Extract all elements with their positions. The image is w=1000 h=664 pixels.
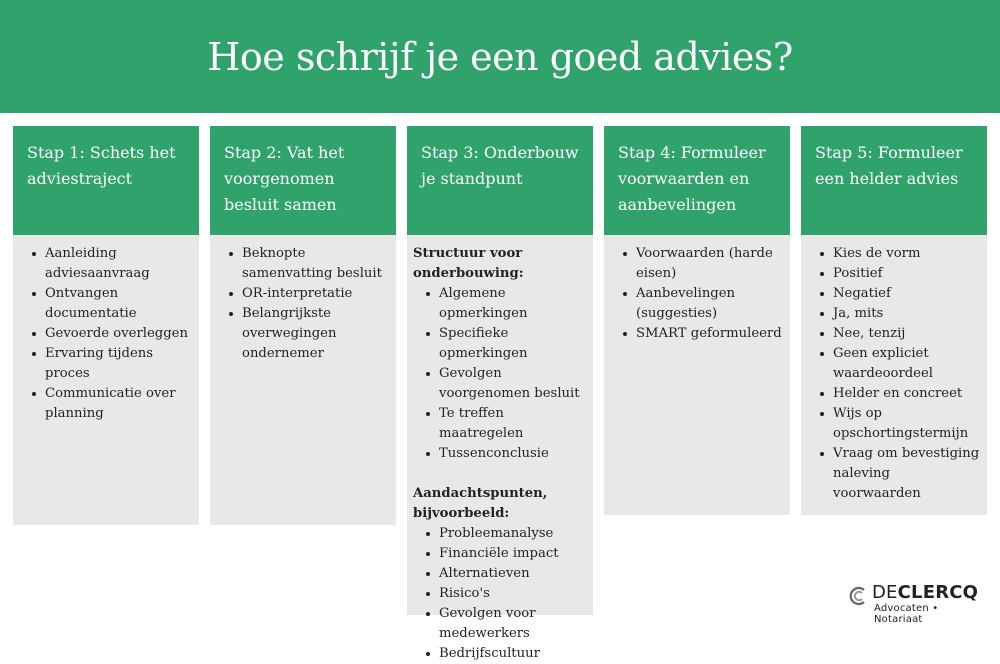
list-item: Ervaring tijdens proces: [45, 344, 193, 384]
list-item: Alternatieven: [439, 564, 587, 584]
list-item: Financiële impact: [439, 544, 587, 564]
step-5-heading: Stap 5: Formuleer een helder advies: [801, 126, 987, 235]
step-3-column: [407, 126, 593, 661]
step-1-body: [13, 235, 199, 525]
list-item: Ja, mits: [833, 304, 981, 324]
list-item: Probleemanalyse: [439, 524, 587, 544]
page-title: Hoe schrijf je een goed advies?: [207, 34, 793, 79]
list-item: Nee, tenzij: [833, 324, 981, 344]
step-2-body: [210, 235, 396, 525]
step-4-heading: Stap 4: Formuleer voorwaarden en aanbevelingen: [604, 126, 790, 235]
step-4-list: [610, 244, 784, 344]
step-1-column: [13, 126, 199, 525]
section-spacer: [413, 464, 587, 484]
step-2-heading: Stap 2: Vat het voorgenomen besluit samen: [210, 126, 396, 235]
list-item: Ontvangen documentatie: [45, 284, 193, 324]
list-item: Helder en concreet: [833, 384, 981, 404]
step-3-heading: Stap 3: Onderbouw je standpunt: [407, 126, 593, 235]
list-item: Communicatie over planning: [45, 384, 193, 424]
list-item: Belangrijkste overwegingen ondernemer: [242, 304, 390, 364]
step-5-body: [801, 235, 987, 515]
step-1-list: [19, 244, 193, 424]
step-3-structure-list: [413, 284, 587, 464]
list-item: Geen expliciet waardeoordeel: [833, 344, 981, 384]
section-label-attention: Aandachtspunten, bijvoorbeeld:: [413, 486, 548, 521]
declercq-c-icon: [848, 585, 870, 607]
step-5-list: [807, 244, 981, 504]
list-item: Beknopte samenvatting besluit: [242, 244, 390, 284]
list-item: SMART geformuleerd: [636, 324, 784, 344]
list-item: Voorwaarden (harde eisen): [636, 244, 784, 284]
list-item: Wijs op opschortingstermijn: [833, 404, 981, 444]
step-2-list: [216, 244, 390, 364]
step-4-body: [604, 235, 790, 515]
logo-word-light: DE: [872, 582, 898, 603]
logo-subtitle: Advocaten • Notariaat: [874, 603, 939, 625]
list-item: Kies de vorm: [833, 244, 981, 264]
step-5-column: [801, 126, 987, 515]
list-item: Gevoerde overleggen: [45, 324, 193, 344]
list-item: Tussenconclusie: [439, 444, 587, 464]
step-4-column: [604, 126, 790, 515]
section-label-structure: Structuur voor onderbouwing:: [413, 246, 524, 281]
list-item: Risico's: [439, 584, 587, 604]
list-item: Negatief: [833, 284, 981, 304]
list-item: Positief: [833, 264, 981, 284]
list-item: Gevolgen voor medewerkers: [439, 604, 587, 644]
step-3-attention-list: [413, 524, 587, 664]
list-item: Te treffen maatregelen: [439, 404, 587, 444]
list-item: Gevolgen voorgenomen besluit: [439, 364, 587, 404]
logo-word-bold: CLERCQ: [897, 582, 979, 603]
logo-wordmark: [872, 582, 978, 603]
step-1-heading: Stap 1: Schets het adviestraject: [13, 126, 199, 235]
list-item: Algemene opmerkingen: [439, 284, 587, 324]
list-item: OR-interpretatie: [242, 284, 390, 304]
list-item: Bedrijfscultuur: [439, 644, 587, 664]
list-item: Vraag om bevestiging naleving voorwaarden: [833, 444, 981, 504]
list-item: Aanbevelingen (suggesties): [636, 284, 784, 324]
declercq-logo: [848, 582, 988, 625]
title-banner: [0, 0, 1000, 113]
list-item: Specifieke opmerkingen: [439, 324, 587, 364]
step-3-body: [407, 235, 593, 661]
step-2-column: [210, 126, 396, 525]
list-item: Aanleiding adviesaanvraag: [45, 244, 193, 284]
